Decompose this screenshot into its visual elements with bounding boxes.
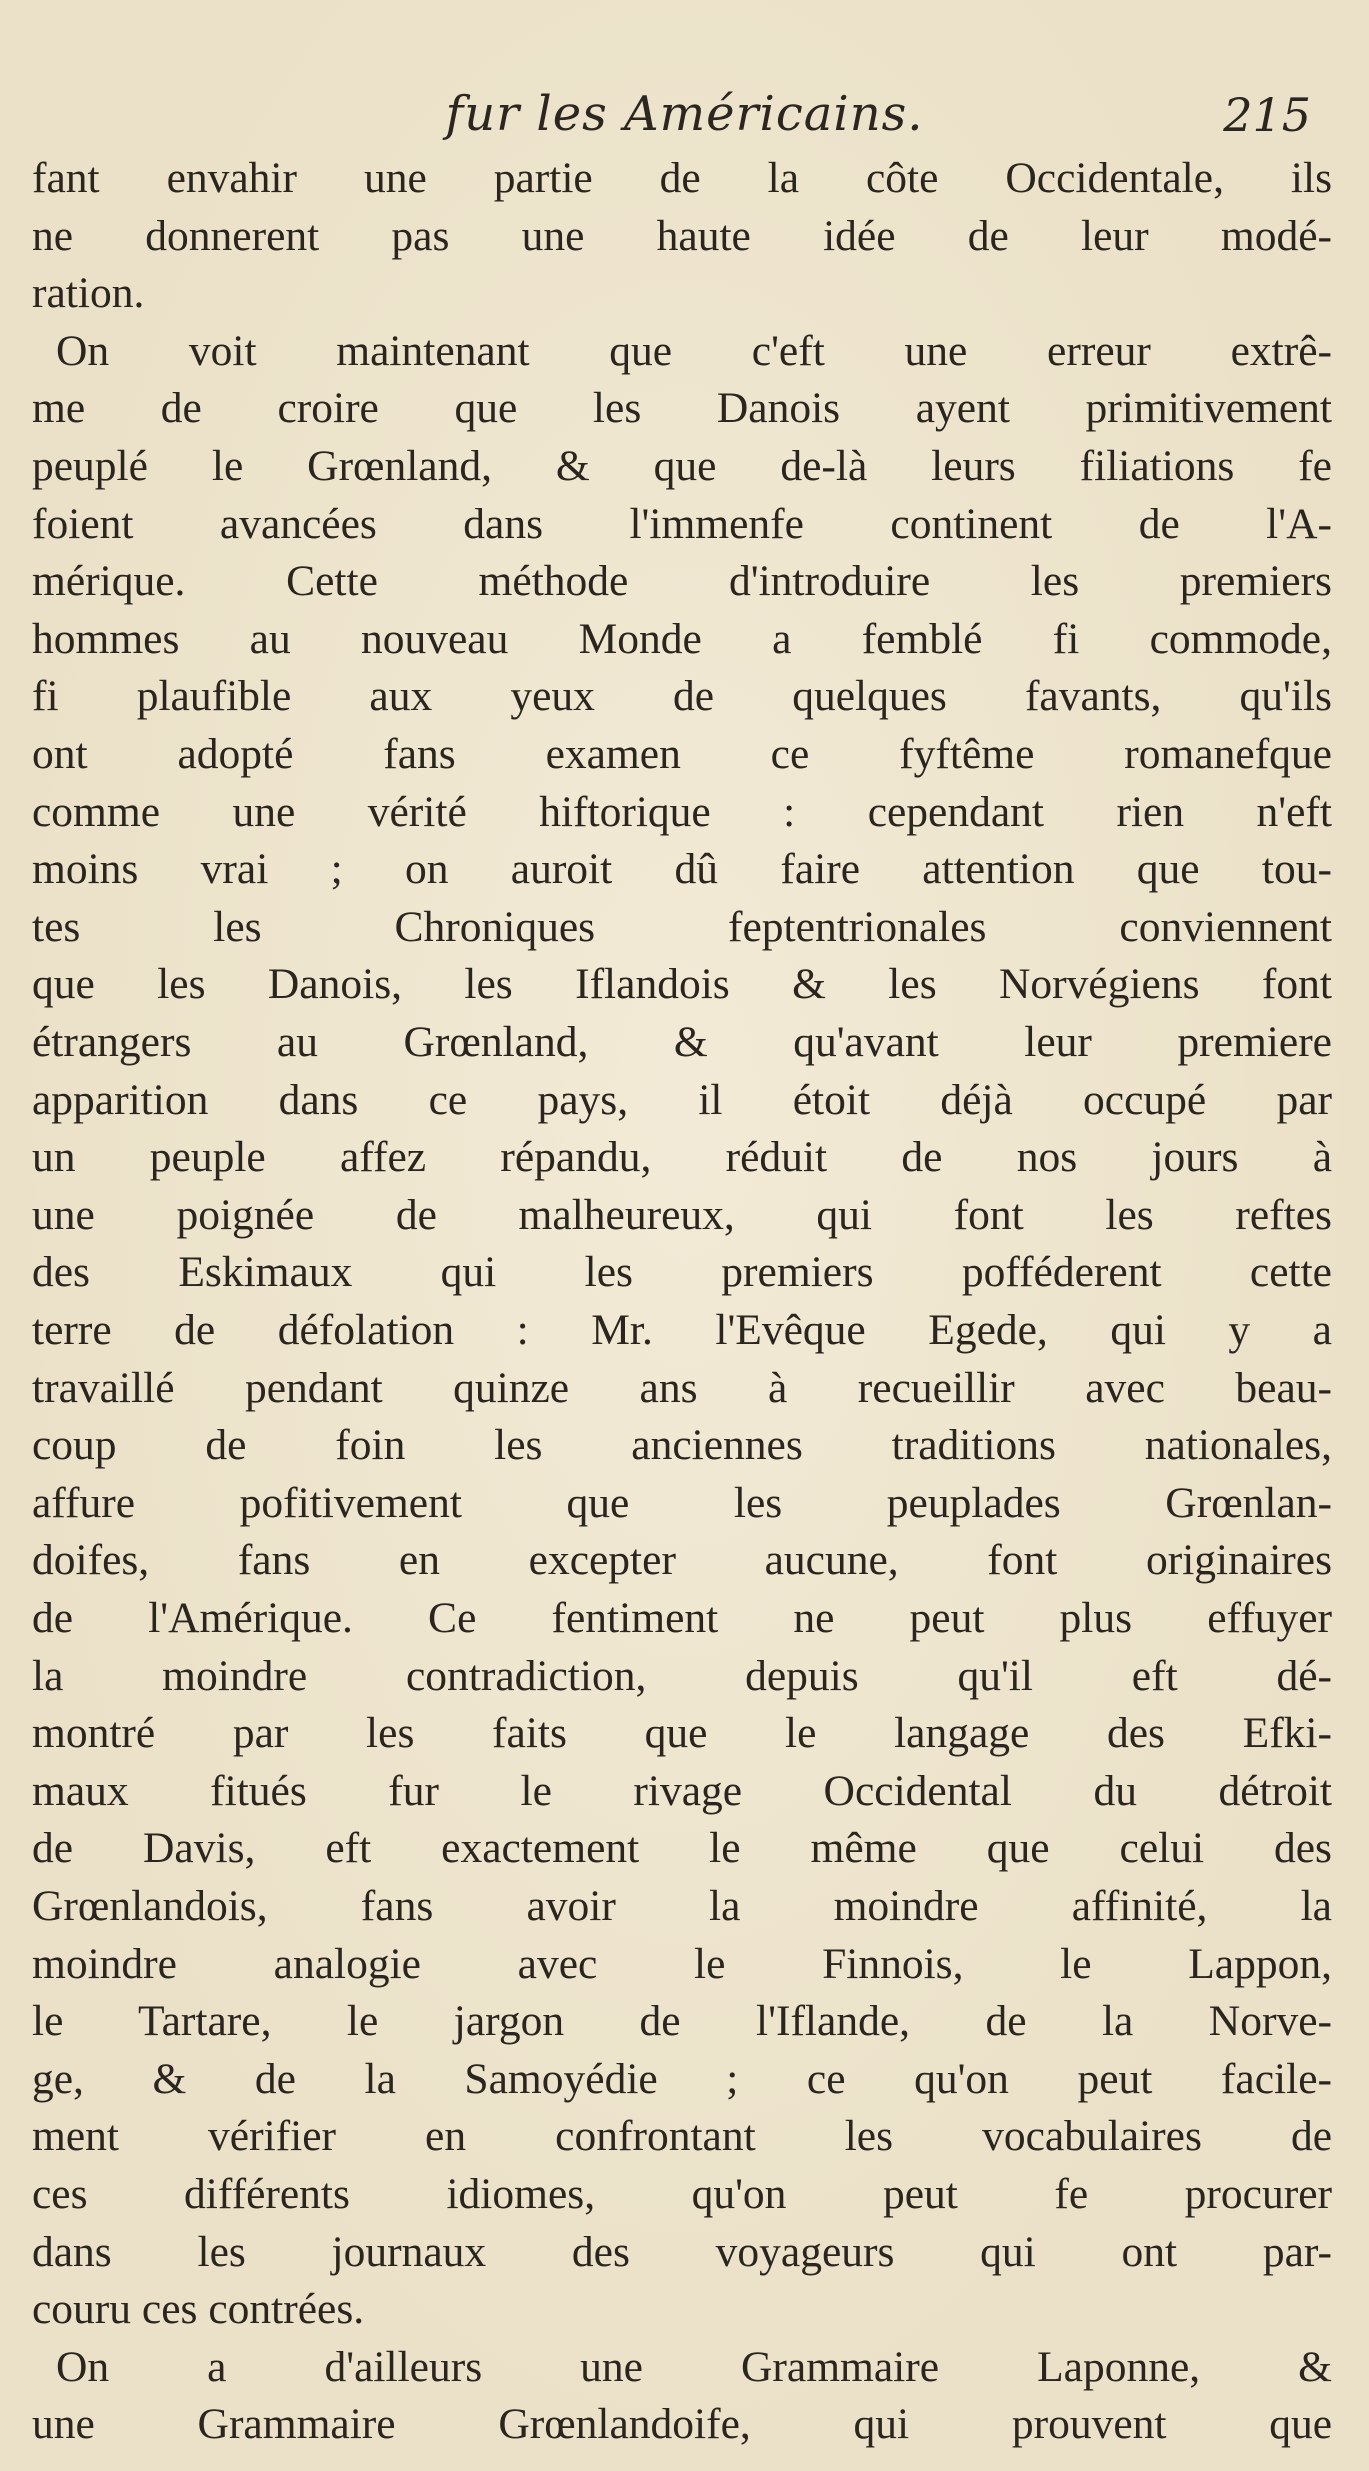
text-line: maux fitués fur le rivage Occidental du détroit xyxy=(32,1766,1332,1815)
text-line: me de croire que les Danois ayent primitivement xyxy=(32,384,1332,433)
text-line: dans les journaux des voyageurs qui ont par- xyxy=(32,2227,1332,2276)
text-line: une Grammaire Grœnlandoife, qui prouvent que xyxy=(32,2400,1332,2449)
text-line: une poignée de malheureux, qui font les reftes xyxy=(32,1190,1332,1239)
text-line: On a d'ailleurs une Grammaire Laponne, & xyxy=(56,2342,1332,2391)
page-number: 215 xyxy=(1223,88,1311,142)
text-line: foient avancées dans l'immenfe continent de l'A- xyxy=(32,499,1332,548)
running-title: fur les Américains. xyxy=(445,86,924,142)
text-line: ration. xyxy=(32,269,145,318)
text-line: affure pofitivement que les peuplades Grœnlan- xyxy=(32,1478,1332,1527)
text-line: la moindre contradiction, depuis qu'il eft dé- xyxy=(32,1651,1332,1700)
text-line: fi plaufible aux yeux de quelques favants, qu'ils xyxy=(32,672,1332,721)
text-line: On voit maintenant que c'eft une erreur extrê- xyxy=(56,326,1332,375)
text-line: moins vrai ; on auroit dû faire attention que tou- xyxy=(32,845,1332,894)
text-line: hommes au nouveau Monde a femblé fi commode, xyxy=(32,614,1332,663)
text-line: apparition dans ce pays, il étoit déjà occupé par xyxy=(32,1075,1332,1124)
text-line: ces différents idiomes, qu'on peut fe procurer xyxy=(32,2170,1332,2218)
text-line: tes les Chroniques feptentrionales conviennent xyxy=(32,902,1332,951)
running-head xyxy=(0,86,1369,156)
text-line: fant envahir une partie de la côte Occidentale, ils xyxy=(32,154,1332,202)
text-line: Grœnlandois, fans avoir la moindre affinité, la xyxy=(32,1882,1332,1930)
text-line: doifes, fans en excepter aucune, font originaires xyxy=(32,1536,1332,1585)
text-line: terre de défolation : Mr. l'Evêque Egede, qui y a xyxy=(32,1306,1332,1354)
text-line: le Tartare, le jargon de l'Iflande, de la Norve- xyxy=(32,1997,1332,2046)
text-line: comme une vérité hiftorique : cependant rien n'eft xyxy=(32,787,1332,836)
text-line: de l'Amérique. Ce fentiment ne peut plus effuyer xyxy=(32,1594,1332,1642)
text-line: mérique. Cette méthode d'introduire les premiers xyxy=(32,557,1332,606)
text-line: ne donnerent pas une haute idée de leur modé- xyxy=(32,211,1332,260)
text-line: que les Danois, les Iflandois & les Norvégiens font xyxy=(32,960,1332,1009)
text-line: peuplé le Grœnland, & que de-là leurs filiations fe xyxy=(32,442,1332,490)
text-line: couru ces contrées. xyxy=(32,2285,365,2334)
text-line: des Eskimaux qui les premiers pofféderent cette xyxy=(32,1248,1332,1297)
text-line: moindre analogie avec le Finnois, le Lappon, xyxy=(32,1939,1332,1988)
text-line: travaillé pendant quinze ans à recueillir avec beau- xyxy=(32,1363,1332,1412)
text-line: de Davis, eft exactement le même que celui des xyxy=(32,1824,1332,1873)
text-line: coup de foin les anciennes traditions nationales, xyxy=(32,1421,1332,1470)
text-line: ment vérifier en confrontant les vocabulaires de xyxy=(32,2112,1332,2161)
text-line: ont adopté fans examen ce fyftême romanefque xyxy=(32,730,1332,778)
text-line: un peuple affez répandu, réduit de nos jours à xyxy=(32,1133,1332,1182)
text-line: ge, & de la Samoyédie ; ce qu'on peut facile- xyxy=(32,2054,1332,2103)
text-line: étrangers au Grœnland, & qu'avant leur premiere xyxy=(32,1018,1332,1066)
text-line: montré par les faits que le langage des Efki- xyxy=(32,1709,1332,1758)
